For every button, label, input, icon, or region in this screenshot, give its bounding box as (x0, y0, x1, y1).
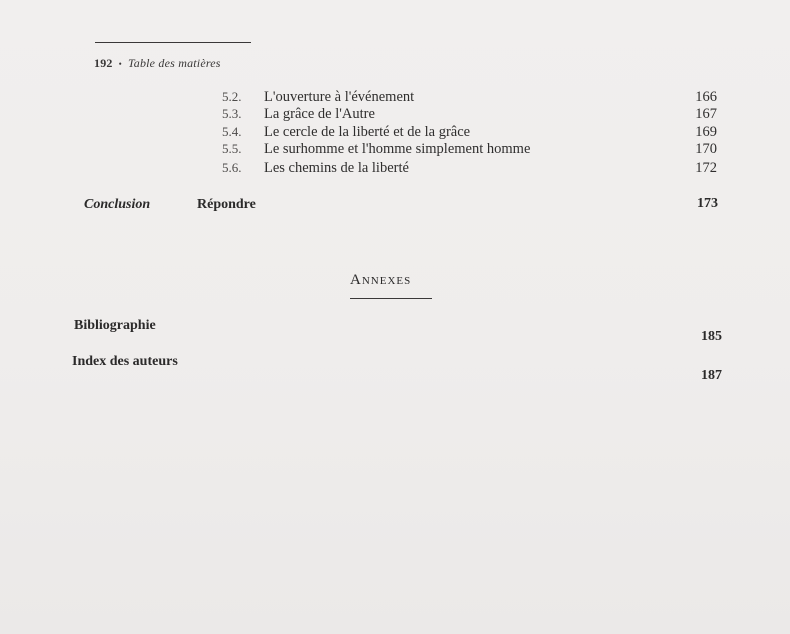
toc-entry-title: Les chemins de la liberté (264, 160, 409, 176)
header-rule (95, 42, 251, 43)
annex-item-bibliography: Bibliographie (74, 318, 156, 333)
conclusion-title: Répondre (197, 197, 256, 212)
toc-entry-number: 5.5. (222, 141, 242, 156)
toc-entry-number: 5.3. (222, 106, 242, 121)
conclusion-label: Conclusion (84, 197, 151, 212)
toc-entry (222, 106, 717, 126)
toc-entry-number: 5.6. (222, 160, 242, 175)
toc-entry-page: 172 (695, 160, 717, 176)
running-head-page-number: 192 (94, 56, 113, 70)
running-head-separator: • (118, 59, 122, 69)
annex-page-author-index: 187 (701, 368, 722, 383)
toc-entry-page: 166 (695, 89, 717, 105)
running-head-title: Table des matières (127, 56, 221, 70)
toc-entry-title: Le surhomme et l'homme simplement homme (264, 141, 531, 157)
annex-item-author-index: Index des auteurs (72, 354, 178, 369)
toc-entry-title: La grâce de l'Autre (264, 106, 375, 122)
conclusion-page: 173 (697, 196, 718, 211)
toc-entry-title: L'ouverture à l'événement (264, 89, 415, 105)
toc-entry-page: 167 (695, 106, 717, 122)
toc-entry (222, 160, 717, 180)
toc-entry-title: Le cercle de la liberté et de la grâce (264, 124, 471, 140)
toc-entry-page: 170 (695, 141, 717, 157)
toc-entry (222, 141, 717, 161)
toc-entry-number: 5.2. (222, 89, 242, 104)
running-head (94, 56, 221, 71)
annex-page-bibliography: 185 (701, 329, 722, 344)
annexes-heading: Annexes (350, 272, 412, 288)
toc-entry-number: 5.4. (222, 124, 242, 139)
toc-entry-page: 169 (695, 124, 717, 140)
annexes-underline (350, 298, 432, 299)
